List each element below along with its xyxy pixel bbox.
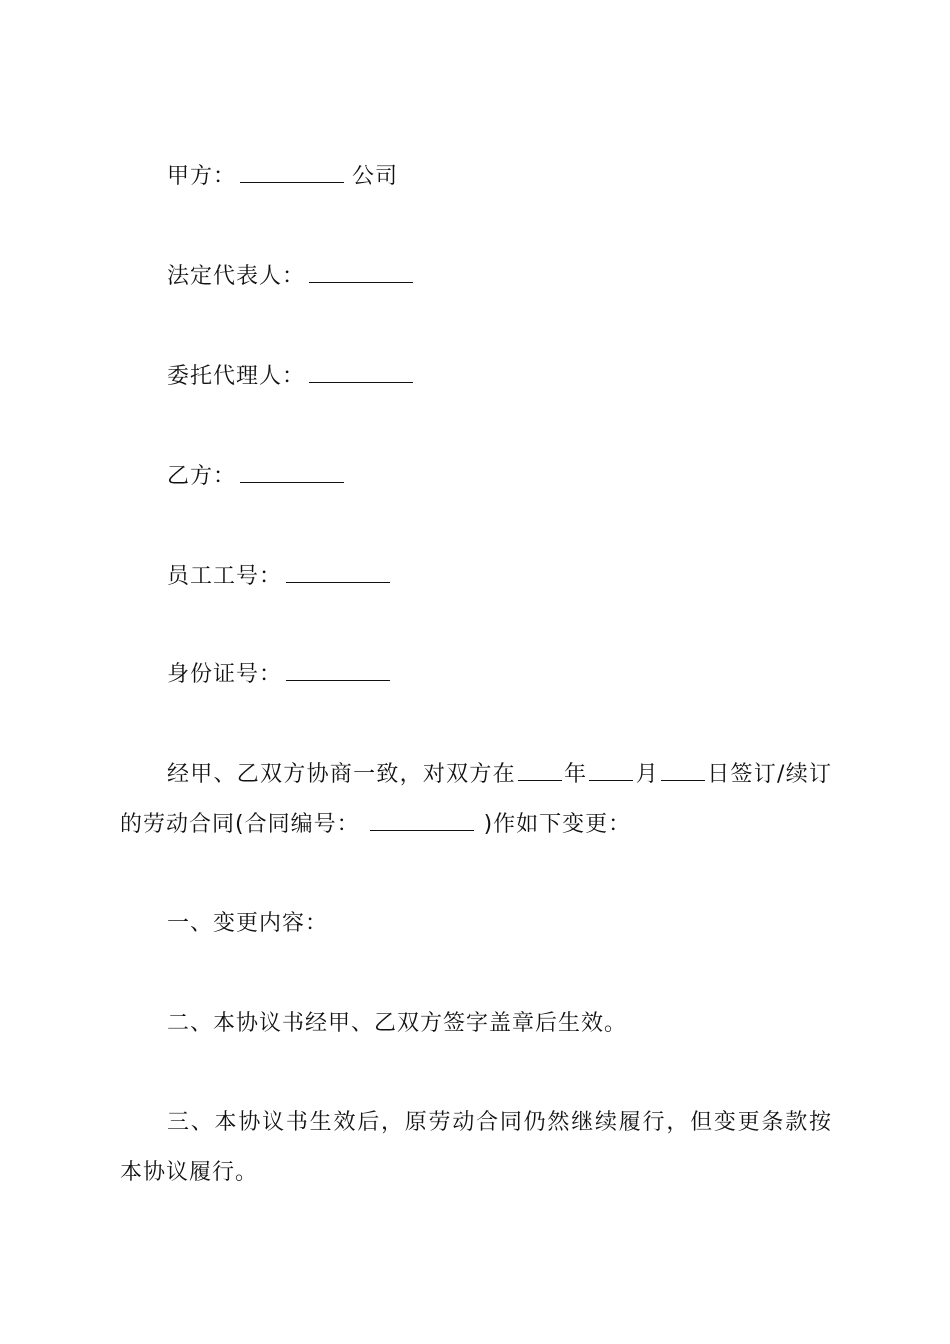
day-blank xyxy=(661,760,705,781)
party-a-suffix: 公司 xyxy=(352,164,399,189)
id-no-line xyxy=(120,660,879,689)
agreement-paragraph xyxy=(120,750,832,850)
year-label: 年 xyxy=(563,762,588,787)
agreement-text-2: 日签订/续订的劳动合同(合同编号： xyxy=(120,762,832,837)
agreement-text-3: )作如下变更： xyxy=(483,812,632,837)
month-label: 月 xyxy=(635,762,659,787)
party-b-label: 乙方： xyxy=(167,464,237,489)
item-2-text: 二、本协议书经甲、乙双方签字盖章后生效。 xyxy=(167,1011,628,1036)
party-a-label: 甲方： xyxy=(167,164,237,189)
item-2 xyxy=(120,1010,879,1038)
id-no-blank xyxy=(286,660,390,681)
legal-rep-line xyxy=(120,262,879,291)
item-3-paragraph xyxy=(120,1098,832,1198)
legal-rep-blank xyxy=(309,262,413,283)
contract-no-blank xyxy=(370,810,474,831)
agent-blank xyxy=(309,362,413,383)
party-b-blank xyxy=(240,462,344,483)
agent-line xyxy=(120,362,879,391)
item-3-text: 三、本协议书生效后，原劳动合同仍然继续履行，但变更条款按本协议履行。 xyxy=(120,1110,832,1185)
agent-label: 委托代理人： xyxy=(167,364,306,389)
employee-no-label: 员工工号： xyxy=(167,564,283,589)
party-b-line xyxy=(120,462,879,491)
party-a-line xyxy=(120,162,879,191)
year-blank xyxy=(518,760,562,781)
party-a-blank xyxy=(240,162,344,183)
item-1 xyxy=(120,910,879,938)
item-1-text: 一、变更内容： xyxy=(167,911,329,936)
legal-rep-label: 法定代表人： xyxy=(167,264,306,289)
id-no-label: 身份证号： xyxy=(167,662,283,687)
month-blank xyxy=(589,760,633,781)
agreement-text-1: 经甲、乙双方协商一致，对双方在 xyxy=(167,762,516,787)
employee-no-line xyxy=(120,562,879,591)
employee-no-blank xyxy=(286,562,390,583)
